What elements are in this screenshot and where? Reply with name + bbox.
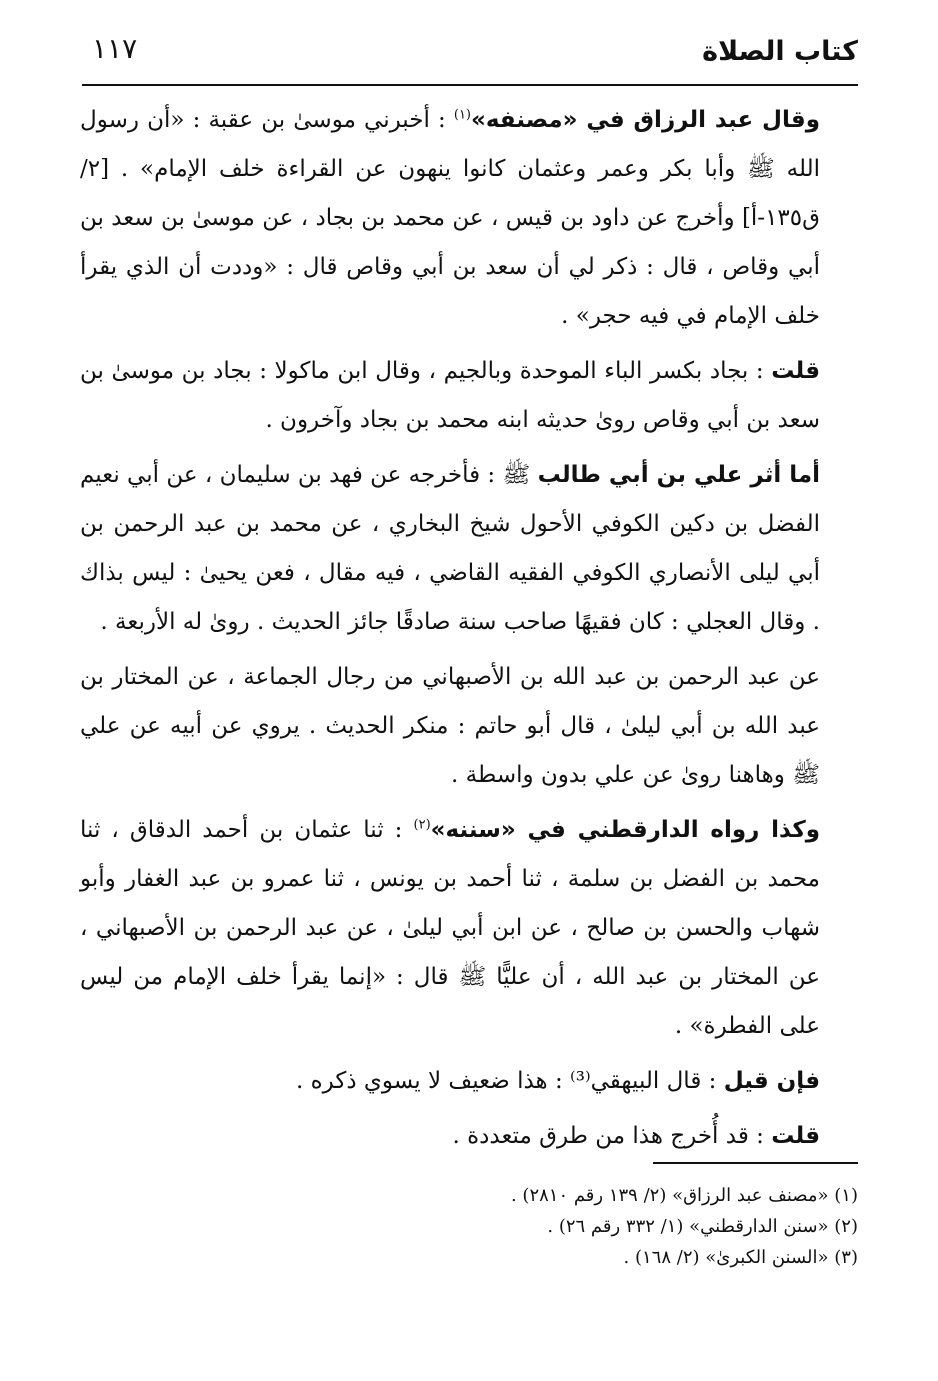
- paragraph-text: : قد أُخرج هذا من طرق متعددة .: [452, 1123, 772, 1149]
- paragraph-text: ﷺ : فأخرجه عن فهد بن سليمان ، عن أبي نعيم الفضل بن دكين الكوفي الأحول شيخ البخاري ، عن محمد بن عبد الرحمن بن أبي ليلى الأنصاري الكوفي الفقيه القاضي ، فيه مقال ، فعن يحيىٰ : ليس بذاك . وقال العجلي : كان فقيهًا صاحب سنة صادقًا جائز الحديث . روىٰ له الأربعة .: [79, 462, 820, 635]
- footnotes: [80, 1180, 858, 1273]
- paragraph-text: عن عبد الرحمن بن عبد الله بن الأصبهاني من رجال الجماعة ، عن المختار بن عبد الله بن أبي ليلىٰ ، قال أبو حاتم : منكر الحديث . يروي عن أبيه عن علي ﷺ وهاهنا روىٰ عن علي بدون واسطة .: [80, 664, 820, 788]
- paragraph: [80, 653, 858, 800]
- footnote-divider: [653, 1162, 858, 1164]
- paragraph: [80, 1057, 858, 1106]
- page-header: [82, 26, 858, 86]
- paragraph-lead: قلت: [771, 358, 820, 384]
- paragraph: [80, 451, 858, 647]
- paragraph-text: : أخبرني موسىٰ بن عقبة : «أن رسول الله ﷺ وأبا بكر وعمر وعثمان كانوا ينهون عن القراءة خلف الإمام» . [٢/ ق١٣٥-أ] وأخرج عن داود بن قيس ، عن محمد بن بجاد ، عن موسىٰ بن سعد بن أبي وقاص ، قال : ذكر لي أن سعد بن أبي وقاص قال : «وددت أن الذي يقرأ خلف الإمام في فيه حجر» .: [80, 107, 820, 329]
- paragraph: [80, 1112, 858, 1161]
- paragraph-lead: قلت: [771, 1123, 820, 1149]
- paragraph: [80, 806, 858, 1051]
- paragraph-lead: وكذا رواه الدارقطني في «سننه»: [430, 817, 820, 843]
- page-number: ١١٧: [92, 32, 138, 65]
- footnote: (٣) «السنن الكبرىٰ» (٢/ ١٦٨) .: [623, 1247, 858, 1268]
- paragraph: [80, 347, 858, 445]
- paragraph-lead: أما أثر علي بن أبي طالب: [537, 462, 820, 488]
- main-text: [80, 96, 858, 1167]
- footnote-ref: (١): [453, 107, 471, 123]
- footnote-ref: (٢): [413, 817, 431, 833]
- paragraph-text: : ثنا عثمان بن أحمد الدقاق ، ثنا محمد بن الفضل بن سلمة ، ثنا أحمد بن يونس ، ثنا عمرو بن عبد الغفار وأبو شهاب والحسن بن صالح ، عن ابن أبي ليلىٰ ، عن عبد الرحمن بن الأصبهاني ، عن المختار بن عبد الله ، أن عليًّا ﷺ قال : «إنما يقرأ خلف الإمام من ليس على الفطرة» .: [80, 817, 820, 1039]
- paragraph-lead: وقال عبد الرزاق في «مصنفه»: [471, 107, 820, 133]
- paragraph: [80, 96, 858, 341]
- chapter-title: كتاب الصلاة: [702, 36, 858, 67]
- footnote: (١) «مصنف عبد الرزاق» (٢/ ١٣٩ رقم ٢٨١٠) .: [510, 1185, 858, 1206]
- footnote: (٢) «سنن الدارقطني» (١/ ٣٣٢ رقم ٢٦) .: [547, 1216, 858, 1237]
- paragraph-lead: فإن قيل: [723, 1068, 820, 1094]
- paragraph-text: : قال البيهقي⁽³⁾ : هذا ضعيف لا يسوي ذكره .: [296, 1068, 724, 1094]
- paragraph-text: : بجاد بكسر الباء الموحدة وبالجيم ، وقال ابن ماكولا : بجاد بن موسىٰ بن سعد بن أبي وقاص روىٰ حديثه ابنه محمد بن بجاد وآخرون .: [80, 358, 820, 433]
